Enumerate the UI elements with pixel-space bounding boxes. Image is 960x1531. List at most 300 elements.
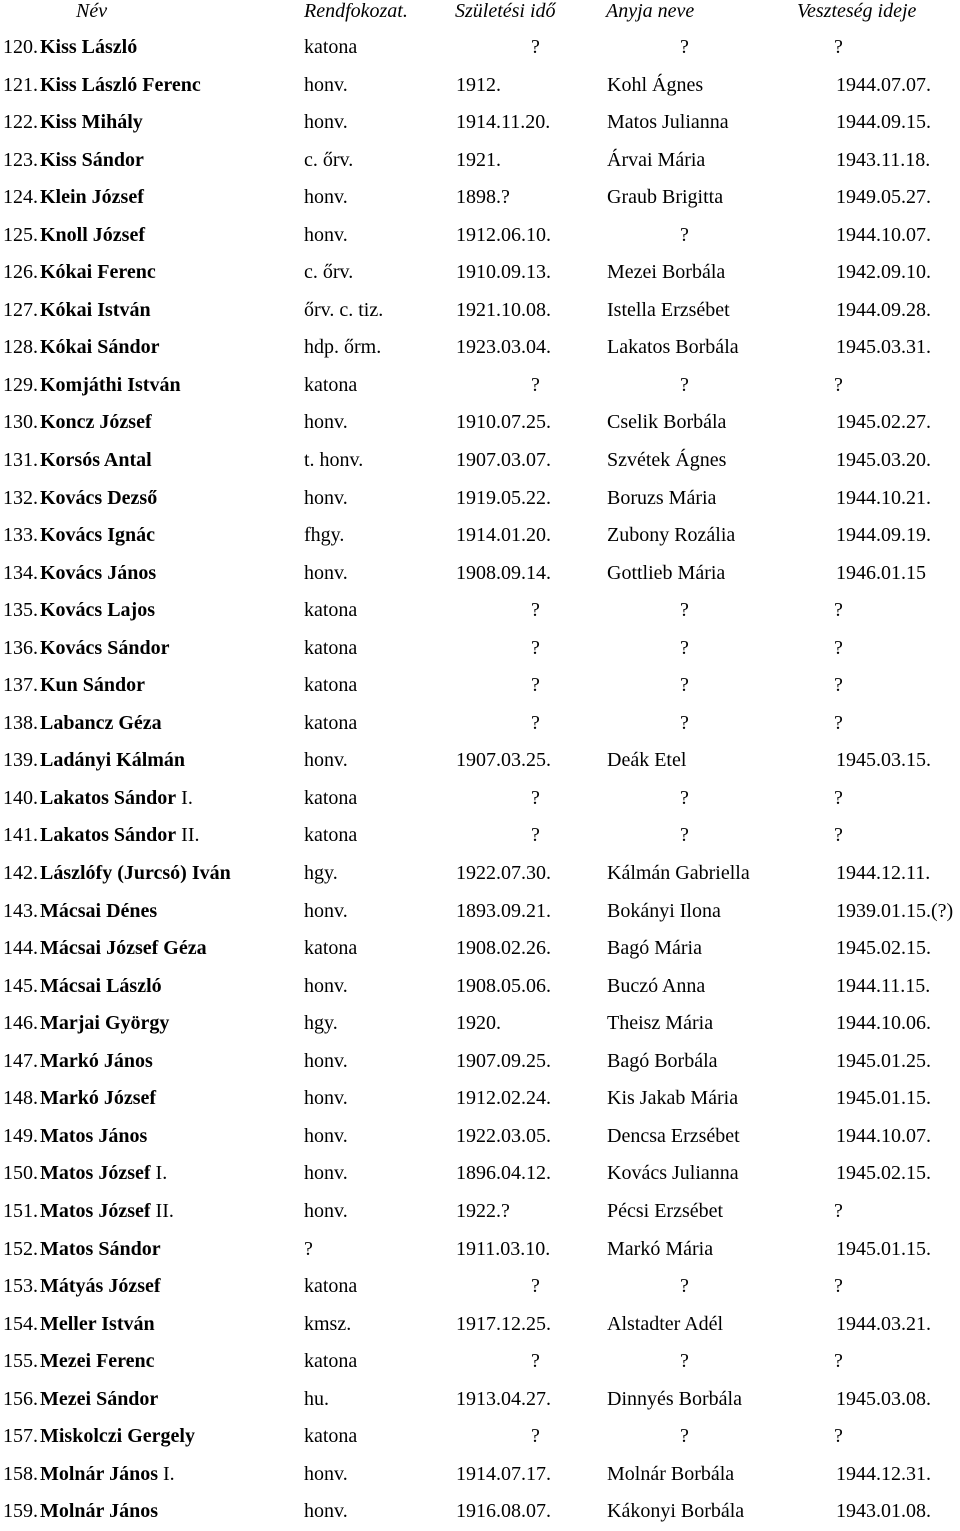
birth-date: 1917.12.25.: [456, 1312, 551, 1335]
mother-name: Mezei Borbála: [607, 261, 726, 284]
birth-date: ?: [531, 1425, 540, 1448]
soldier-name: [40, 1193, 174, 1230]
header-loss-date: Veszteség ideje: [797, 0, 917, 22]
soldier-name: [40, 555, 156, 592]
mother-name: ?: [680, 223, 689, 246]
birth-date: ?: [531, 36, 540, 58]
birth-date: 1916.08.07.: [456, 1500, 551, 1523]
soldier-name-bold: Molnár János: [40, 1500, 158, 1523]
loss-date: 1945.03.31.: [836, 336, 931, 359]
soldier-name-bold: Kiss Mihály: [40, 111, 143, 134]
mother-name: ?: [680, 1275, 689, 1298]
soldier-name-bold: Mácsai László: [40, 974, 162, 997]
soldier-name: [40, 592, 155, 629]
mother-name: ?: [680, 636, 689, 659]
soldier-name-bold: Markó József: [40, 1087, 157, 1110]
table-row: [0, 1005, 960, 1043]
soldier-name-bold: Marjai György: [40, 1012, 170, 1035]
row-number: 120.: [3, 36, 38, 58]
soldier-name: [40, 1381, 158, 1418]
birth-date: 1910.07.25.: [456, 411, 551, 434]
mother-name: Theisz Mária: [607, 1012, 714, 1035]
birth-date: 1921.: [456, 148, 501, 171]
row-number: 158.: [3, 1462, 38, 1485]
birth-date: 1908.05.06.: [456, 974, 551, 997]
loss-date: 1944.10.07.: [836, 1124, 931, 1147]
mother-name: Bagó Borbála: [607, 1049, 718, 1072]
row-number: 147.: [3, 1049, 38, 1072]
mother-name: Zubony Rozália: [607, 524, 736, 547]
row-number: 126.: [3, 261, 38, 284]
loss-date: 1944.10.21.: [836, 486, 931, 509]
birth-date: ?: [531, 636, 540, 659]
header-birth-date: Születési idő: [455, 0, 556, 22]
soldier-name-suffix: I.: [176, 786, 193, 809]
soldier-name-bold: Kókai Sándor: [40, 336, 160, 359]
mother-name: Kákonyi Borbála: [607, 1500, 745, 1523]
rank: hu.: [304, 1387, 329, 1410]
birth-date: 1913.04.27.: [456, 1387, 551, 1410]
row-number: 129.: [3, 373, 38, 396]
table-row: [0, 555, 960, 593]
loss-date: 1944.07.07.: [836, 73, 931, 96]
soldier-name: [40, 367, 181, 404]
table-row: [0, 254, 960, 292]
soldier-name-bold: Kókai Ferenc: [40, 261, 156, 284]
loss-date: 1943.11.18.: [836, 148, 931, 171]
soldier-name-bold: Kiss László: [40, 36, 138, 58]
soldier-name: [40, 1456, 175, 1493]
loss-date: 1944.10.06.: [836, 1012, 931, 1035]
row-number: 155.: [3, 1350, 38, 1373]
soldier-name: [40, 1418, 195, 1455]
row-number: 132.: [3, 486, 38, 509]
row-number: 130.: [3, 411, 38, 434]
mother-name: Kohl Ágnes: [607, 73, 704, 96]
mother-name: Bagó Mária: [607, 937, 702, 960]
loss-date: 1945.01.15.: [836, 1237, 931, 1260]
loss-date: ?: [834, 373, 843, 396]
soldier-name: [40, 292, 151, 329]
row-number: 151.: [3, 1199, 38, 1222]
mother-name: Dinnyés Borbála: [607, 1387, 742, 1410]
mother-name: Molnár Borbála: [607, 1462, 735, 1485]
soldier-name: [40, 893, 157, 930]
birth-date: 1914.01.20.: [456, 524, 551, 547]
soldier-name-suffix: II.: [150, 1199, 174, 1222]
soldier-name-bold: Meller István: [40, 1312, 155, 1335]
mother-name: Buczó Anna: [607, 974, 706, 997]
mother-name: Kovács Julianna: [607, 1162, 739, 1185]
rank: honv.: [304, 111, 348, 134]
mother-name: Kálmán Gabriella: [607, 862, 750, 885]
row-number: 135.: [3, 599, 38, 622]
soldier-name-bold: Koncz József: [40, 411, 152, 434]
soldier-name-bold: Mácsai József Géza: [40, 937, 207, 960]
soldier-name: [40, 142, 144, 179]
loss-date: 1949.05.27.: [836, 186, 931, 209]
soldier-name: [40, 329, 159, 366]
rank: honv.: [304, 749, 348, 772]
mother-name: ?: [680, 674, 689, 697]
table-row: [0, 179, 960, 217]
soldier-name-bold: Miskolczi Gergely: [40, 1425, 195, 1448]
soldier-name-bold: Mezei Sándor: [40, 1387, 159, 1410]
row-number: 139.: [3, 749, 38, 772]
birth-date: ?: [531, 1350, 540, 1373]
loss-date: 1946.01.15: [836, 561, 926, 584]
loss-date: 1944.12.31.: [836, 1462, 931, 1485]
row-number: 154.: [3, 1312, 38, 1335]
soldier-name: [40, 442, 152, 479]
soldier-name: [40, 1005, 169, 1042]
table-row: [0, 742, 960, 780]
rank: katona: [304, 1350, 358, 1373]
rank: honv.: [304, 1462, 348, 1485]
soldier-name: [40, 630, 169, 667]
rank: honv.: [304, 186, 348, 209]
loss-date: ?: [834, 786, 843, 809]
loss-date: 1945.03.08.: [836, 1387, 931, 1410]
rank: honv.: [304, 1124, 348, 1147]
rank: honv.: [304, 899, 348, 922]
soldier-name-bold: Kovács Dezső: [40, 486, 158, 509]
soldier-name-bold: Molnár János: [40, 1462, 158, 1485]
mother-name: Boruzs Mária: [607, 486, 717, 509]
rank: honv.: [304, 223, 348, 246]
soldier-name-bold: Lászlófy (Jurcsó) Iván: [40, 862, 231, 885]
loss-date: 1945.02.27.: [836, 411, 931, 434]
row-number: 122.: [3, 111, 38, 134]
soldier-name-bold: Kovács Ignác: [40, 524, 155, 547]
soldier-name-bold: Mácsai Dénes: [40, 899, 158, 922]
rank: katona: [304, 1425, 358, 1448]
loss-date: 1942.09.10.: [836, 261, 931, 284]
soldier-name: [40, 254, 156, 291]
row-number: 127.: [3, 298, 38, 321]
rank: katona: [304, 636, 358, 659]
soldier-name: [40, 104, 143, 141]
table-row: [0, 1381, 960, 1419]
rank: katona: [304, 373, 358, 396]
loss-date: ?: [834, 1350, 843, 1373]
birth-date: ?: [531, 711, 540, 734]
soldier-name: [40, 1493, 158, 1530]
soldier-name-bold: Markó János: [40, 1049, 153, 1072]
row-number: 150.: [3, 1162, 38, 1185]
table-row: [0, 930, 960, 968]
soldier-name-bold: Matos János: [40, 1124, 148, 1147]
row-number: 138.: [3, 711, 38, 734]
loss-date: 1945.01.15.: [836, 1087, 931, 1110]
birth-date: 1908.09.14.: [456, 561, 551, 584]
birth-date: 1907.09.25.: [456, 1049, 551, 1072]
row-number: 156.: [3, 1387, 38, 1410]
soldier-name-bold: Kókai István: [40, 298, 151, 321]
birth-date: 1920.: [456, 1012, 501, 1035]
soldier-name: [40, 742, 185, 779]
soldier-name: [40, 517, 155, 554]
table-row: [0, 780, 960, 818]
mother-name: Graub Brigitta: [607, 186, 724, 209]
table-row: [0, 893, 960, 931]
birth-date: 1922.07.30.: [456, 862, 551, 885]
soldier-name: [40, 29, 137, 66]
soldier-name: [40, 1080, 156, 1117]
soldier-name: [40, 404, 152, 441]
rank: honv.: [304, 486, 348, 509]
birth-date: 1914.07.17.: [456, 1462, 551, 1485]
birth-date: ?: [531, 1275, 540, 1298]
mother-name: Matos Julianna: [607, 111, 729, 134]
soldier-name-bold: Mezei Ferenc: [40, 1350, 155, 1373]
row-number: 142.: [3, 862, 38, 885]
birth-date: 1907.03.07.: [456, 449, 551, 472]
rank: katona: [304, 937, 358, 960]
loss-date: 1945.02.15.: [836, 937, 931, 960]
table-row: [0, 329, 960, 367]
birth-date: 1922.?: [456, 1199, 510, 1222]
rank: kmsz.: [304, 1312, 352, 1335]
birth-date: 1893.09.21.: [456, 899, 551, 922]
birth-date: ?: [531, 599, 540, 622]
loss-date: 1944.09.15.: [836, 111, 931, 134]
soldier-name: [40, 855, 231, 892]
table-row: [0, 292, 960, 330]
soldier-name-bold: Kiss Sándor: [40, 148, 144, 171]
birth-date: 1896.04.12.: [456, 1162, 551, 1185]
row-number: 137.: [3, 674, 38, 697]
row-number: 144.: [3, 937, 38, 960]
mother-name: Lakatos Borbála: [607, 336, 739, 359]
birth-date: 1907.03.25.: [456, 749, 551, 772]
row-number: 123.: [3, 148, 38, 171]
rank: katona: [304, 1275, 358, 1298]
rank: honv.: [304, 1199, 348, 1222]
loss-date: ?: [834, 36, 843, 58]
soldier-name-bold: Lakatos Sándor: [40, 786, 177, 809]
row-number: 140.: [3, 786, 38, 809]
table-row: [0, 1043, 960, 1081]
rank: katona: [304, 711, 358, 734]
row-number: 157.: [3, 1425, 38, 1448]
rank: honv.: [304, 1049, 348, 1072]
table-row: [0, 1493, 960, 1531]
table-row: [0, 404, 960, 442]
row-number: 153.: [3, 1275, 38, 1298]
table-row: [0, 142, 960, 180]
table-row: [0, 104, 960, 142]
mother-name: Szvétek Ágnes: [607, 449, 727, 472]
rank: honv.: [304, 73, 348, 96]
table-row: [0, 1456, 960, 1494]
mother-name: ?: [680, 711, 689, 734]
row-number: 128.: [3, 336, 38, 359]
birth-date: 1912.06.10.: [456, 223, 551, 246]
table-header: [0, 0, 960, 26]
mother-name: Bokányi Ilona: [607, 899, 721, 922]
row-number: 148.: [3, 1087, 38, 1110]
mother-name: ?: [680, 824, 689, 847]
table-row: [0, 817, 960, 855]
table-row: [0, 1306, 960, 1344]
table-row: [0, 67, 960, 105]
header-mother-name: Anyja neve: [606, 0, 695, 22]
mother-name: Gottlieb Mária: [607, 561, 726, 584]
row-number: 146.: [3, 1012, 38, 1035]
rank: c. őrv.: [304, 148, 354, 171]
loss-date: 1939.01.15.(?): [836, 899, 954, 922]
soldier-name: [40, 480, 157, 517]
table-row: [0, 480, 960, 518]
soldier-name: [40, 968, 162, 1005]
loss-date: ?: [834, 1425, 843, 1448]
loss-date: 1944.11.15.: [836, 974, 931, 997]
loss-date: ?: [834, 1199, 843, 1222]
birth-date: 1910.09.13.: [456, 261, 551, 284]
rank: katona: [304, 786, 358, 809]
header-name: Név: [76, 0, 108, 22]
table-row: [0, 705, 960, 743]
soldier-name-bold: Mátyás József: [40, 1275, 161, 1298]
row-number: 145.: [3, 974, 38, 997]
mother-name: ?: [680, 1350, 689, 1373]
birth-date: ?: [531, 824, 540, 847]
soldier-name-bold: Knoll József: [40, 223, 145, 246]
table-row: [0, 1118, 960, 1156]
rank: hgy.: [304, 1012, 338, 1035]
birth-date: ?: [531, 674, 540, 697]
table-row: [0, 968, 960, 1006]
rank: honv.: [304, 1087, 348, 1110]
soldier-name-bold: Korsós Antal: [40, 449, 152, 472]
mother-name: ?: [680, 786, 689, 809]
mother-name: Pécsi Erzsébet: [607, 1199, 724, 1222]
soldier-name: [40, 1118, 147, 1155]
rank: c. őrv.: [304, 261, 354, 284]
soldier-name: [40, 179, 144, 216]
row-number: 152.: [3, 1237, 38, 1260]
rank: katona: [304, 674, 358, 697]
loss-date: ?: [834, 824, 843, 847]
mother-name: Deák Etel: [607, 749, 687, 772]
loss-date: 1943.01.08.: [836, 1500, 931, 1523]
table-row: [0, 1418, 960, 1456]
loss-date: ?: [834, 674, 843, 697]
row-number: 149.: [3, 1124, 38, 1147]
loss-date: 1945.03.20.: [836, 449, 931, 472]
soldier-name: [40, 817, 199, 854]
birth-date: 1919.05.22.: [456, 486, 551, 509]
birth-date: 1923.03.04.: [456, 336, 551, 359]
rank: t. honv.: [304, 449, 364, 472]
loss-date: ?: [834, 599, 843, 622]
soldier-name: [40, 1268, 161, 1305]
mother-name: ?: [680, 36, 689, 58]
soldier-name-bold: Komjáthi István: [40, 373, 181, 396]
loss-date: 1945.01.25.: [836, 1049, 931, 1072]
soldier-name: [40, 217, 145, 254]
header-rank: Rendfokozat.: [304, 0, 408, 22]
loss-date: ?: [834, 711, 843, 734]
mother-name: Markó Mária: [607, 1237, 714, 1260]
row-number: 125.: [3, 223, 38, 246]
soldier-name: [40, 1306, 155, 1343]
loss-date: 1944.03.21.: [836, 1312, 931, 1335]
soldier-name: [40, 705, 162, 742]
row-number: 143.: [3, 899, 38, 922]
table-row: [0, 1080, 960, 1118]
table-row: [0, 517, 960, 555]
birth-date: 1911.03.10.: [456, 1237, 551, 1260]
rank: honv.: [304, 974, 348, 997]
rank: honv.: [304, 411, 348, 434]
row-number: 136.: [3, 636, 38, 659]
rank: honv.: [304, 1500, 348, 1523]
soldier-name-bold: Lakatos Sándor: [40, 824, 177, 847]
rank: őrv. c. tiz.: [304, 298, 384, 321]
birth-date: 1898.?: [456, 186, 510, 209]
soldier-name: [40, 67, 201, 104]
loss-date: 1945.02.15.: [836, 1162, 931, 1185]
mother-name: Alstadter Adél: [607, 1312, 724, 1335]
row-number: 131.: [3, 449, 38, 472]
loss-date: 1944.09.19.: [836, 524, 931, 547]
table-row: [0, 1231, 960, 1269]
soldier-name-bold: Matos József: [40, 1199, 151, 1222]
rank: katona: [304, 824, 358, 847]
mother-name: Istella Erzsébet: [607, 298, 730, 321]
table-row: [0, 1268, 960, 1306]
table-row: [0, 442, 960, 480]
soldier-name: [40, 1155, 167, 1192]
rank: ?: [304, 1237, 313, 1260]
birth-date: 1912.: [456, 73, 501, 96]
loss-date: 1944.09.28.: [836, 298, 931, 321]
rank: hgy.: [304, 862, 338, 885]
mother-name: Kis Jakab Mária: [607, 1087, 739, 1110]
loss-date: 1945.03.15.: [836, 749, 931, 772]
rank: fhgy.: [304, 524, 345, 547]
birth-date: 1922.03.05.: [456, 1124, 551, 1147]
row-number: 159.: [3, 1500, 38, 1523]
mother-name: ?: [680, 373, 689, 396]
table-row: [0, 29, 960, 67]
soldier-name-bold: Kun Sándor: [40, 674, 146, 697]
soldier-name: [40, 1231, 161, 1268]
mother-name: ?: [680, 599, 689, 622]
mother-name: Árvai Mária: [607, 148, 706, 171]
rank: honv.: [304, 561, 348, 584]
soldier-name-bold: Kiss László Ferenc: [40, 73, 201, 96]
soldier-name-bold: Kovács Lajos: [40, 599, 155, 622]
birth-date: 1908.02.26.: [456, 937, 551, 960]
row-number: 124.: [3, 186, 38, 209]
birth-date: 1914.11.20.: [456, 111, 551, 134]
table-row: [0, 592, 960, 630]
soldier-name-bold: Labancz Géza: [40, 711, 162, 734]
soldier-name: [40, 1043, 153, 1080]
soldier-name: [40, 1343, 155, 1380]
table-row: [0, 855, 960, 893]
soldier-name-suffix: I.: [150, 1162, 168, 1185]
soldier-name-bold: Ladányi Kálmán: [40, 749, 186, 772]
soldier-name: [40, 780, 193, 817]
birth-date: 1912.02.24.: [456, 1087, 551, 1110]
table-row: [0, 1155, 960, 1193]
soldier-name-bold: Matos Sándor: [40, 1237, 161, 1260]
birth-date: 1921.10.08.: [456, 298, 551, 321]
